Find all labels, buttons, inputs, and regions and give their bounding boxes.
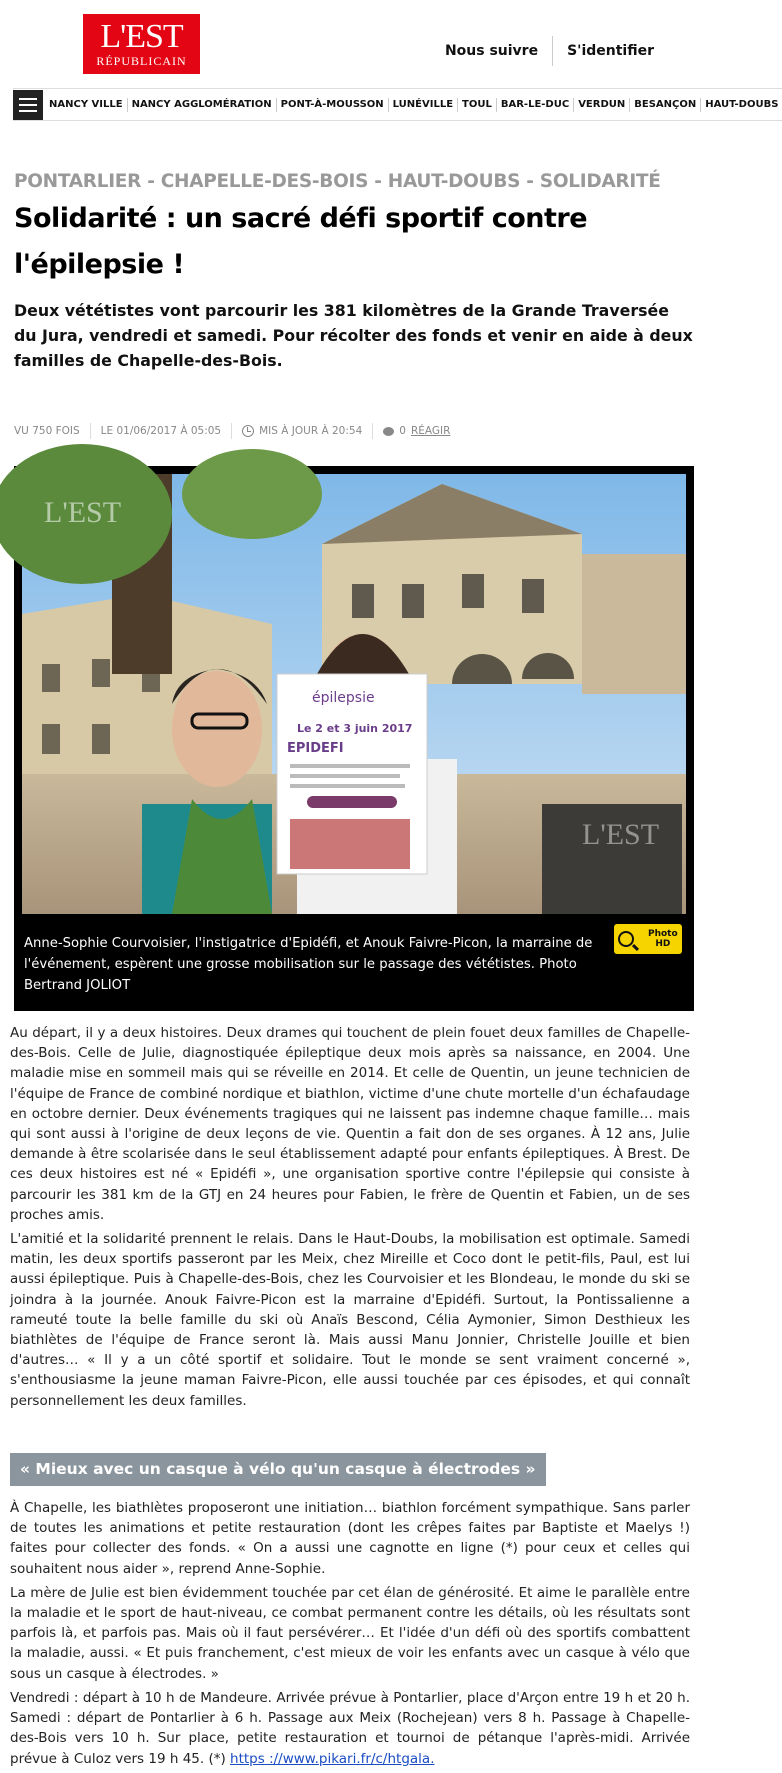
- view-count: VU 750 FOIS: [14, 423, 91, 439]
- nav-item-luneville[interactable]: LUNÉVILLE: [389, 98, 458, 112]
- react-link[interactable]: RÉAGIR: [410, 425, 451, 437]
- pikari-link[interactable]: https ://www.pikari.fr/c/htgala.: [230, 1750, 435, 1767]
- nav-item-bar-le-duc[interactable]: BAR-LE-DUC: [497, 98, 574, 112]
- paragraph-2: L'amitié et la solidarité prennent le relais. Dans le Haut-Doubs, la mobilisation est optimale. Samedi matin, les deux sportifs passeront par les Meix, chez Mireille et Coco dont le petit-fils, Paul, est lui aussi épileptique. Puis à Chapelle-des-Bois, chez les Courvoisier et les Blondeau, le monde du ski se joindra à la journée. Anouk Faivre-Picon est la marraine d'Epidéfi. Surtout, la Pontissalienne a rameuté toute la belle famille du ski où Anaïs Bescond, Célia Aymonier, Simon Desthieux les biathlètes de l'équipe de France seront là. Mais aussi Manu Jonnier, Christelle Jouille et bien d'autres… « Il y a un côté sportif et solidaire. Tout le monde se sent vraiment concerné », s'enthousiasme la jeune maman Faivre-Picon, elle aussi touchée par ces épisodes, et qui connaît personnellement les deux familles.: [10, 1231, 690, 1409]
- article-lead: Deux vététistes vont parcourir les 381 kilomètres de la Grande Traversée du Jura, vendredi et samedi. Pour récolter des fonds et venir en aide à deux familles de Chapelle-des-Bois.: [14, 301, 693, 370]
- hd-label-hd: HD: [655, 939, 671, 949]
- photo-image[interactable]: [22, 474, 686, 914]
- comment-icon: [383, 427, 394, 436]
- logo-subtitle: RÉPUBLICAIN: [96, 54, 187, 68]
- photo-hd-label: [648, 929, 678, 949]
- article-meta: [14, 423, 460, 439]
- paragraph-3: À Chapelle, les biathlètes proposeront une initiation… biathlon forcément sympathique. Sans parler de toutes les animations et petite restauration (dont les crêpes faites par Baptiste et Maelys !) faites pour collecter des fonds. « On a aussi une cagnotte en ligne (*) pour ceux et celles qui souhaitent nous aider », reprend Anne-Sophie.: [10, 1500, 690, 1577]
- hamburger-icon[interactable]: [13, 90, 43, 120]
- follow-link[interactable]: Nous suivre: [444, 43, 539, 59]
- paragraph-5: [10, 1688, 690, 1769]
- practical-info: Vendredi : départ à 10 h de Mandeure. Arrivée prévue à Pontarlier, place d'Arçon entre 19 h et 20 h. Samedi : départ de Pontarlier à 6 h. Passage aux Meix (Rochejean) vers 8 h. Passage à Chapelle-des-Bois vers 10 h. Sur place, petite restauration et tournoi de pétanque l'après-midi. Arrivée prévue à Culoz vers 19 h 45. (*): [10, 1689, 690, 1767]
- main-nav: [13, 88, 782, 121]
- nav-item-nancy-agglomeration[interactable]: NANCY AGGLOMÉRATION: [128, 98, 277, 112]
- header-divider: [552, 36, 553, 66]
- photo-watermark: L'EST: [44, 496, 122, 529]
- clock-icon: [242, 425, 254, 437]
- login-link[interactable]: S'identifier: [567, 43, 654, 59]
- article-subheading: « Mieux avec un casque à vélo qu'un casque à électrodes »: [10, 1453, 546, 1486]
- paragraph-4: La mère de Julie est bien évidemment touchée par cet élan de générosité. Et aime le parallèle entre la maladie et le sport de haut-niveau, ce combat permanent contre les détails, où les résultats sont parfois là, et parfois pas. Mais où il faut persévérer… Et l'idée d'un défi où des sportifs combattent la maladie, aussi. « Et puis franchement, c'est mieux de voir les enfants avec un casque à vélo que sous un casque à électrodes. »: [10, 1584, 690, 1682]
- nav-item-haut-doubs[interactable]: HAUT-DOUBS: [705, 98, 779, 110]
- nav-item-besancon[interactable]: BESANÇON: [630, 98, 701, 112]
- update-time: MIS À JOUR À 20:54: [259, 425, 363, 437]
- header-links: [445, 36, 654, 66]
- photo-caption: Anne-Sophie Courvoisier, l'instigatrice d'Epidéfi, et Anouk Faivre-Picon, la marraine de l'événement, espèrent une grosse mobilisation sur le passage des vététistes. Photo Bertrand JOLIOT: [24, 936, 593, 993]
- poster-event: EPIDEFI: [287, 741, 344, 756]
- site-header: [0, 0, 712, 88]
- nav-item-verdun[interactable]: VERDUN: [574, 98, 630, 112]
- zoom-icon: [618, 931, 634, 947]
- article-kicker[interactable]: PONTARLIER - CHAPELLE-DES-BOIS - HAUT-DOUBS - SOLIDARITÉ: [14, 171, 661, 192]
- article-body: [10, 1023, 690, 1773]
- comment-count: 0: [399, 425, 406, 437]
- logo-title: L'EST: [100, 18, 183, 55]
- publish-date: LE 01/06/2017 À 05:05: [91, 423, 232, 439]
- photo-watermark-2: L'EST: [582, 818, 660, 851]
- comments-wrap: [373, 423, 460, 439]
- paragraph-1: Au départ, il y a deux histoires. Deux drames qui touchent de plein fouet deux familles de Chapelle-des-Bois. Celle de Julie, diagnostiquée épileptique deux mois après sa naissance, en 2004. Une maladie mise en sommeil mais qui se réveille en 2014. Et celle de Quentin, un jeune technicien de l'équipe de France de combiné nordique et biathlon, victime d'une chute mortelle d'un échafaudage en octobre dernier. Deux événements tragiques qui ne laissent pas indemne chaque famille… mais qui sont aussi à l'origine de deux leçons de vie. Quentin a fait don de ses organes. À 12 ans, Julie demande à être scolarisée dans le seul établissement adapté pour enfants épileptiques. À Brest. De ces deux histoires est né « Epidéfi », une organisation sportive contre l'épilepsie qui consiste à parcourir les 381 km de la GTJ en 24 heures pour Fabien, le frère de Quentin et Fabien, un de ses proches amis.: [10, 1025, 690, 1223]
- poster-date: Le 2 et 3 juin 2017: [297, 722, 413, 735]
- article-title: Solidarité : un sacré défi sportif contre l'épilepsie !: [14, 203, 588, 280]
- nav-item-pont-a-mousson[interactable]: PONT-À-MOUSSON: [277, 98, 389, 112]
- nav-item-nancy-ville[interactable]: NANCY VILLE: [45, 98, 128, 112]
- site-logo[interactable]: [83, 14, 200, 74]
- hd-label-photo: Photo: [648, 929, 678, 939]
- photo-hd-button[interactable]: [614, 924, 682, 954]
- update-time-wrap: [232, 423, 373, 439]
- article-header: [14, 168, 694, 373]
- poster-title: épilepsie: [312, 690, 375, 706]
- nav-item-toul[interactable]: TOUL: [458, 98, 497, 112]
- article-photo: [14, 466, 694, 1011]
